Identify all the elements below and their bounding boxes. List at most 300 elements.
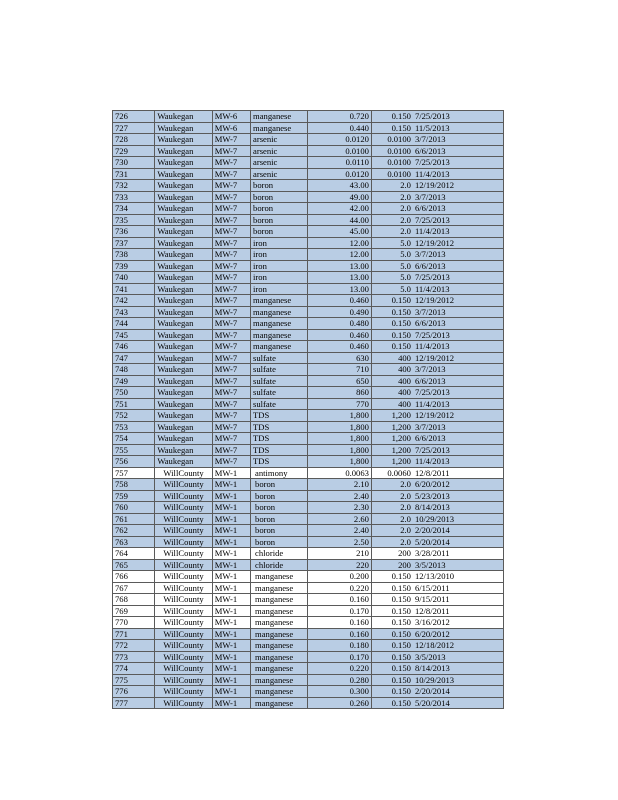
site-cell: Waukegan [155, 433, 212, 445]
sample-date: 3/28/2011 [414, 548, 450, 559]
well-cell: MW-7 [212, 444, 250, 456]
limit-date-cell [371, 502, 503, 514]
parameter-cell: manganese [251, 697, 308, 709]
row-id-cell: 767 [113, 582, 155, 594]
site-cell: WillCounty [155, 525, 212, 537]
sample-date: 6/15/2011 [414, 582, 450, 593]
parameter-cell: boron [251, 191, 308, 203]
row-id-cell: 755 [113, 444, 155, 456]
row-id-cell: 733 [113, 191, 155, 203]
limit-date-cell [371, 272, 503, 284]
site-cell: Waukegan [155, 375, 212, 387]
limit-value: 200 [398, 559, 411, 570]
row-id-cell: 736 [113, 226, 155, 238]
parameter-cell: boron [251, 226, 308, 238]
limit-date-cell [371, 203, 503, 215]
value-cell: 2.10 [308, 479, 371, 491]
sample-date: 10/29/2013 [414, 674, 455, 685]
limit-date-cell [371, 260, 503, 272]
parameter-cell: manganese [251, 651, 308, 663]
row-id-cell: 728 [113, 134, 155, 146]
parameter-cell: manganese [251, 594, 308, 606]
well-cell: MW-7 [212, 260, 250, 272]
table-row [113, 352, 504, 364]
sample-date: 7/25/2013 [414, 387, 450, 398]
sample-date: 11/4/2013 [414, 341, 450, 352]
value-cell: 0.0063 [308, 467, 371, 479]
limit-value: 0.0100 [387, 157, 411, 168]
limit-date-cell [371, 180, 503, 192]
limit-date-cell [371, 525, 503, 537]
sample-date: 6/20/2012 [414, 479, 450, 490]
parameter-cell: TDS [251, 410, 308, 422]
sample-date: 7/25/2013 [414, 157, 450, 168]
parameter-cell: sulfate [251, 398, 308, 410]
limit-value: 0.150 [391, 341, 411, 352]
limit-value: 2.0 [400, 191, 411, 202]
well-cell: MW-7 [212, 272, 250, 284]
sample-date: 11/4/2013 [414, 456, 450, 467]
parameter-cell: iron [251, 249, 308, 261]
table-row [113, 479, 504, 491]
table-row [113, 341, 504, 353]
table-row [113, 145, 504, 157]
parameter-cell: sulfate [251, 387, 308, 399]
limit-value: 0.150 [391, 663, 411, 674]
table-row [113, 122, 504, 134]
limit-value: 5.0 [400, 260, 411, 271]
limit-value: 0.150 [391, 594, 411, 605]
value-cell: 0.160 [308, 628, 371, 640]
parameter-cell: sulfate [251, 364, 308, 376]
limit-value: 0.150 [391, 640, 411, 651]
site-cell: Waukegan [155, 421, 212, 433]
parameter-cell: arsenic [251, 168, 308, 180]
limit-value: 2.0 [400, 180, 411, 191]
value-cell: 0.170 [308, 651, 371, 663]
limit-value: 0.150 [391, 318, 411, 329]
parameter-cell: TDS [251, 456, 308, 468]
well-cell: MW-1 [212, 536, 250, 548]
well-cell: MW-7 [212, 237, 250, 249]
well-cell: MW-7 [212, 421, 250, 433]
site-cell: Waukegan [155, 157, 212, 169]
sample-date: 2/20/2014 [414, 525, 450, 536]
table-row [113, 180, 504, 192]
limit-date-cell [371, 283, 503, 295]
parameter-cell: manganese [251, 306, 308, 318]
value-cell: 13.00 [308, 260, 371, 272]
row-id-cell: 756 [113, 456, 155, 468]
well-cell: MW-7 [212, 191, 250, 203]
table-row [113, 617, 504, 629]
sample-date: 12/8/2011 [414, 467, 450, 478]
site-cell: Waukegan [155, 111, 212, 123]
value-cell: 210 [308, 548, 371, 560]
sample-date: 7/25/2013 [414, 214, 450, 225]
table-row [113, 249, 504, 261]
site-cell: WillCounty [155, 513, 212, 525]
well-cell: MW-1 [212, 697, 250, 709]
table-row [113, 364, 504, 376]
limit-value: 0.150 [391, 306, 411, 317]
limit-date-cell [371, 249, 503, 261]
sample-date: 2/20/2014 [414, 686, 450, 697]
well-cell: MW-7 [212, 329, 250, 341]
sample-date: 11/4/2013 [414, 398, 450, 409]
limit-value: 0.150 [391, 295, 411, 306]
limit-date-cell [371, 686, 503, 698]
site-cell: Waukegan [155, 260, 212, 272]
table-row [113, 674, 504, 686]
value-cell: 2.50 [308, 536, 371, 548]
sample-date: 11/4/2013 [414, 168, 450, 179]
sample-date: 7/25/2013 [414, 329, 450, 340]
parameter-cell: iron [251, 272, 308, 284]
table-row [113, 444, 504, 456]
sample-date: 12/13/2010 [414, 571, 455, 582]
parameter-cell: manganese [251, 686, 308, 698]
well-cell: MW-7 [212, 203, 250, 215]
parameter-cell: chloride [251, 559, 308, 571]
limit-date-cell [371, 318, 503, 330]
limit-value: 2.0 [400, 502, 411, 513]
limit-value: 2.0 [400, 214, 411, 225]
limit-value: 2.0 [400, 203, 411, 214]
parameter-cell: manganese [251, 122, 308, 134]
table-row [113, 168, 504, 180]
row-id-cell: 768 [113, 594, 155, 606]
well-cell: MW-1 [212, 640, 250, 652]
table-row [113, 295, 504, 307]
value-cell: 0.0120 [308, 134, 371, 146]
limit-date-cell [371, 663, 503, 675]
limit-date-cell [371, 145, 503, 157]
site-cell: WillCounty [155, 479, 212, 491]
sample-date: 12/19/2012 [414, 237, 455, 248]
site-cell: WillCounty [155, 594, 212, 606]
limit-value: 1,200 [391, 410, 411, 421]
limit-value: 0.150 [391, 329, 411, 340]
value-cell: 0.460 [308, 329, 371, 341]
sample-date: 3/7/2013 [414, 421, 446, 432]
row-id-cell: 763 [113, 536, 155, 548]
well-cell: MW-7 [212, 456, 250, 468]
well-cell: MW-7 [212, 433, 250, 445]
table-row [113, 375, 504, 387]
sample-date: 6/6/2013 [414, 145, 446, 156]
value-cell: 650 [308, 375, 371, 387]
row-id-cell: 750 [113, 387, 155, 399]
exceedance-table [112, 110, 504, 709]
well-cell: MW-7 [212, 180, 250, 192]
parameter-cell: TDS [251, 433, 308, 445]
parameter-cell: TDS [251, 421, 308, 433]
limit-date-cell [371, 513, 503, 525]
limit-date-cell [371, 375, 503, 387]
value-cell: 0.260 [308, 697, 371, 709]
value-cell: 630 [308, 352, 371, 364]
site-cell: Waukegan [155, 364, 212, 376]
value-cell: 0.170 [308, 605, 371, 617]
limit-date-cell [371, 410, 503, 422]
limit-date-cell [371, 122, 503, 134]
value-cell: 860 [308, 387, 371, 399]
table-row [113, 387, 504, 399]
row-id-cell: 777 [113, 697, 155, 709]
row-id-cell: 743 [113, 306, 155, 318]
row-id-cell: 741 [113, 283, 155, 295]
site-cell: Waukegan [155, 295, 212, 307]
row-id-cell: 770 [113, 617, 155, 629]
sample-date: 12/19/2012 [414, 352, 455, 363]
limit-value: 5.0 [400, 237, 411, 248]
site-cell: Waukegan [155, 283, 212, 295]
well-cell: MW-1 [212, 674, 250, 686]
well-cell: MW-1 [212, 617, 250, 629]
site-cell: WillCounty [155, 571, 212, 583]
site-cell: WillCounty [155, 674, 212, 686]
limit-value: 0.150 [391, 686, 411, 697]
table-row [113, 329, 504, 341]
limit-value: 200 [398, 548, 411, 559]
well-cell: MW-7 [212, 341, 250, 353]
row-id-cell: 745 [113, 329, 155, 341]
limit-value: 0.0100 [387, 134, 411, 145]
well-cell: MW-7 [212, 157, 250, 169]
limit-value: 0.150 [391, 605, 411, 616]
table-row [113, 214, 504, 226]
parameter-cell: antimony [251, 467, 308, 479]
table-row [113, 548, 504, 560]
site-cell: Waukegan [155, 122, 212, 134]
well-cell: MW-6 [212, 122, 250, 134]
site-cell: Waukegan [155, 398, 212, 410]
site-cell: WillCounty [155, 559, 212, 571]
sample-date: 11/4/2013 [414, 226, 450, 237]
table-row [113, 571, 504, 583]
limit-date-cell [371, 582, 503, 594]
value-cell: 220 [308, 559, 371, 571]
value-cell: 2.40 [308, 525, 371, 537]
limit-date-cell [371, 467, 503, 479]
sample-date: 3/7/2013 [414, 364, 446, 375]
limit-value: 0.0100 [387, 145, 411, 156]
table-row [113, 191, 504, 203]
table-row [113, 306, 504, 318]
value-cell: 44.00 [308, 214, 371, 226]
value-cell: 0.480 [308, 318, 371, 330]
well-cell: MW-7 [212, 375, 250, 387]
limit-value: 2.0 [400, 226, 411, 237]
value-cell: 0.220 [308, 663, 371, 675]
row-id-cell: 764 [113, 548, 155, 560]
site-cell: WillCounty [155, 651, 212, 663]
limit-date-cell [371, 490, 503, 502]
parameter-cell: manganese [251, 628, 308, 640]
sample-date: 5/20/2014 [414, 536, 450, 547]
limit-date-cell [371, 134, 503, 146]
sample-date: 6/6/2013 [414, 260, 446, 271]
parameter-cell: boron [251, 203, 308, 215]
well-cell: MW-1 [212, 525, 250, 537]
site-cell: Waukegan [155, 341, 212, 353]
site-cell: Waukegan [155, 191, 212, 203]
sample-date: 3/7/2013 [414, 134, 446, 145]
limit-date-cell [371, 617, 503, 629]
sample-date: 12/19/2012 [414, 410, 455, 421]
well-cell: MW-7 [212, 410, 250, 422]
parameter-cell: sulfate [251, 352, 308, 364]
row-id-cell: 757 [113, 467, 155, 479]
value-cell: 0.0110 [308, 157, 371, 169]
table-row [113, 651, 504, 663]
value-cell: 12.00 [308, 237, 371, 249]
limit-date-cell [371, 651, 503, 663]
limit-value: 0.150 [391, 651, 411, 662]
row-id-cell: 738 [113, 249, 155, 261]
table-row [113, 594, 504, 606]
value-cell: 43.00 [308, 180, 371, 192]
sample-date: 3/7/2013 [414, 249, 446, 260]
limit-date-cell [371, 341, 503, 353]
row-id-cell: 753 [113, 421, 155, 433]
sample-date: 3/5/2013 [414, 559, 446, 570]
table-row [113, 456, 504, 468]
limit-value: 2.0 [400, 479, 411, 490]
value-cell: 0.280 [308, 674, 371, 686]
value-cell: 0.460 [308, 295, 371, 307]
parameter-cell: arsenic [251, 145, 308, 157]
value-cell: 1,800 [308, 433, 371, 445]
sample-date: 3/7/2013 [414, 191, 446, 202]
sample-date: 6/6/2013 [414, 203, 446, 214]
limit-date-cell [371, 536, 503, 548]
row-id-cell: 748 [113, 364, 155, 376]
limit-date-cell [371, 548, 503, 560]
value-cell: 0.720 [308, 111, 371, 123]
well-cell: MW-7 [212, 352, 250, 364]
site-cell: WillCounty [155, 467, 212, 479]
limit-value: 400 [398, 352, 411, 363]
value-cell: 2.30 [308, 502, 371, 514]
site-cell: WillCounty [155, 686, 212, 698]
table-row [113, 226, 504, 238]
limit-value: 5.0 [400, 272, 411, 283]
parameter-cell: chloride [251, 548, 308, 560]
limit-value: 0.150 [391, 571, 411, 582]
sample-date: 12/19/2012 [414, 180, 455, 191]
limit-value: 2.0 [400, 490, 411, 501]
value-cell: 42.00 [308, 203, 371, 215]
site-cell: WillCounty [155, 697, 212, 709]
table-row [113, 467, 504, 479]
row-id-cell: 762 [113, 525, 155, 537]
table-row [113, 398, 504, 410]
value-cell: 12.00 [308, 249, 371, 261]
parameter-cell: manganese [251, 582, 308, 594]
limit-date-cell [371, 387, 503, 399]
limit-value: 400 [398, 398, 411, 409]
well-cell: MW-7 [212, 134, 250, 146]
value-cell: 0.0120 [308, 168, 371, 180]
sample-date: 5/20/2014 [414, 697, 450, 708]
limit-date-cell [371, 237, 503, 249]
sample-date: 6/6/2013 [414, 375, 446, 386]
limit-date-cell [371, 433, 503, 445]
row-id-cell: 746 [113, 341, 155, 353]
well-cell: MW-1 [212, 513, 250, 525]
site-cell: WillCounty [155, 640, 212, 652]
value-cell: 710 [308, 364, 371, 376]
value-cell: 770 [308, 398, 371, 410]
site-cell: WillCounty [155, 548, 212, 560]
limit-date-cell [371, 306, 503, 318]
site-cell: Waukegan [155, 456, 212, 468]
table-row [113, 111, 504, 123]
table-row [113, 421, 504, 433]
well-cell: MW-1 [212, 490, 250, 502]
row-id-cell: 735 [113, 214, 155, 226]
well-cell: MW-1 [212, 663, 250, 675]
limit-date-cell [371, 111, 503, 123]
value-cell: 0.160 [308, 594, 371, 606]
site-cell: WillCounty [155, 490, 212, 502]
row-id-cell: 747 [113, 352, 155, 364]
site-cell: Waukegan [155, 272, 212, 284]
parameter-cell: boron [251, 536, 308, 548]
row-id-cell: 749 [113, 375, 155, 387]
site-cell: WillCounty [155, 628, 212, 640]
well-cell: MW-7 [212, 283, 250, 295]
limit-date-cell [371, 628, 503, 640]
limit-date-cell [371, 697, 503, 709]
table-row [113, 433, 504, 445]
table-row [113, 237, 504, 249]
limit-value: 0.0060 [387, 467, 411, 478]
row-id-cell: 774 [113, 663, 155, 675]
row-id-cell: 734 [113, 203, 155, 215]
well-cell: MW-7 [212, 306, 250, 318]
well-cell: MW-1 [212, 571, 250, 583]
row-id-cell: 740 [113, 272, 155, 284]
value-cell: 1,800 [308, 410, 371, 422]
site-cell: WillCounty [155, 617, 212, 629]
limit-value: 0.150 [391, 674, 411, 685]
parameter-cell: sulfate [251, 375, 308, 387]
well-cell: MW-6 [212, 111, 250, 123]
table-row [113, 502, 504, 514]
value-cell: 2.60 [308, 513, 371, 525]
limit-value: 400 [398, 387, 411, 398]
well-cell: MW-7 [212, 318, 250, 330]
sample-date: 12/18/2012 [414, 640, 455, 651]
parameter-cell: boron [251, 513, 308, 525]
row-id-cell: 727 [113, 122, 155, 134]
limit-value: 1,200 [391, 433, 411, 444]
limit-date-cell [371, 364, 503, 376]
value-cell: 1,800 [308, 444, 371, 456]
well-cell: MW-7 [212, 387, 250, 399]
well-cell: MW-1 [212, 686, 250, 698]
limit-value: 5.0 [400, 249, 411, 260]
limit-value: 400 [398, 375, 411, 386]
table-row [113, 663, 504, 675]
parameter-cell: manganese [251, 640, 308, 652]
site-cell: Waukegan [155, 387, 212, 399]
limit-value: 0.0100 [387, 168, 411, 179]
table-row [113, 628, 504, 640]
